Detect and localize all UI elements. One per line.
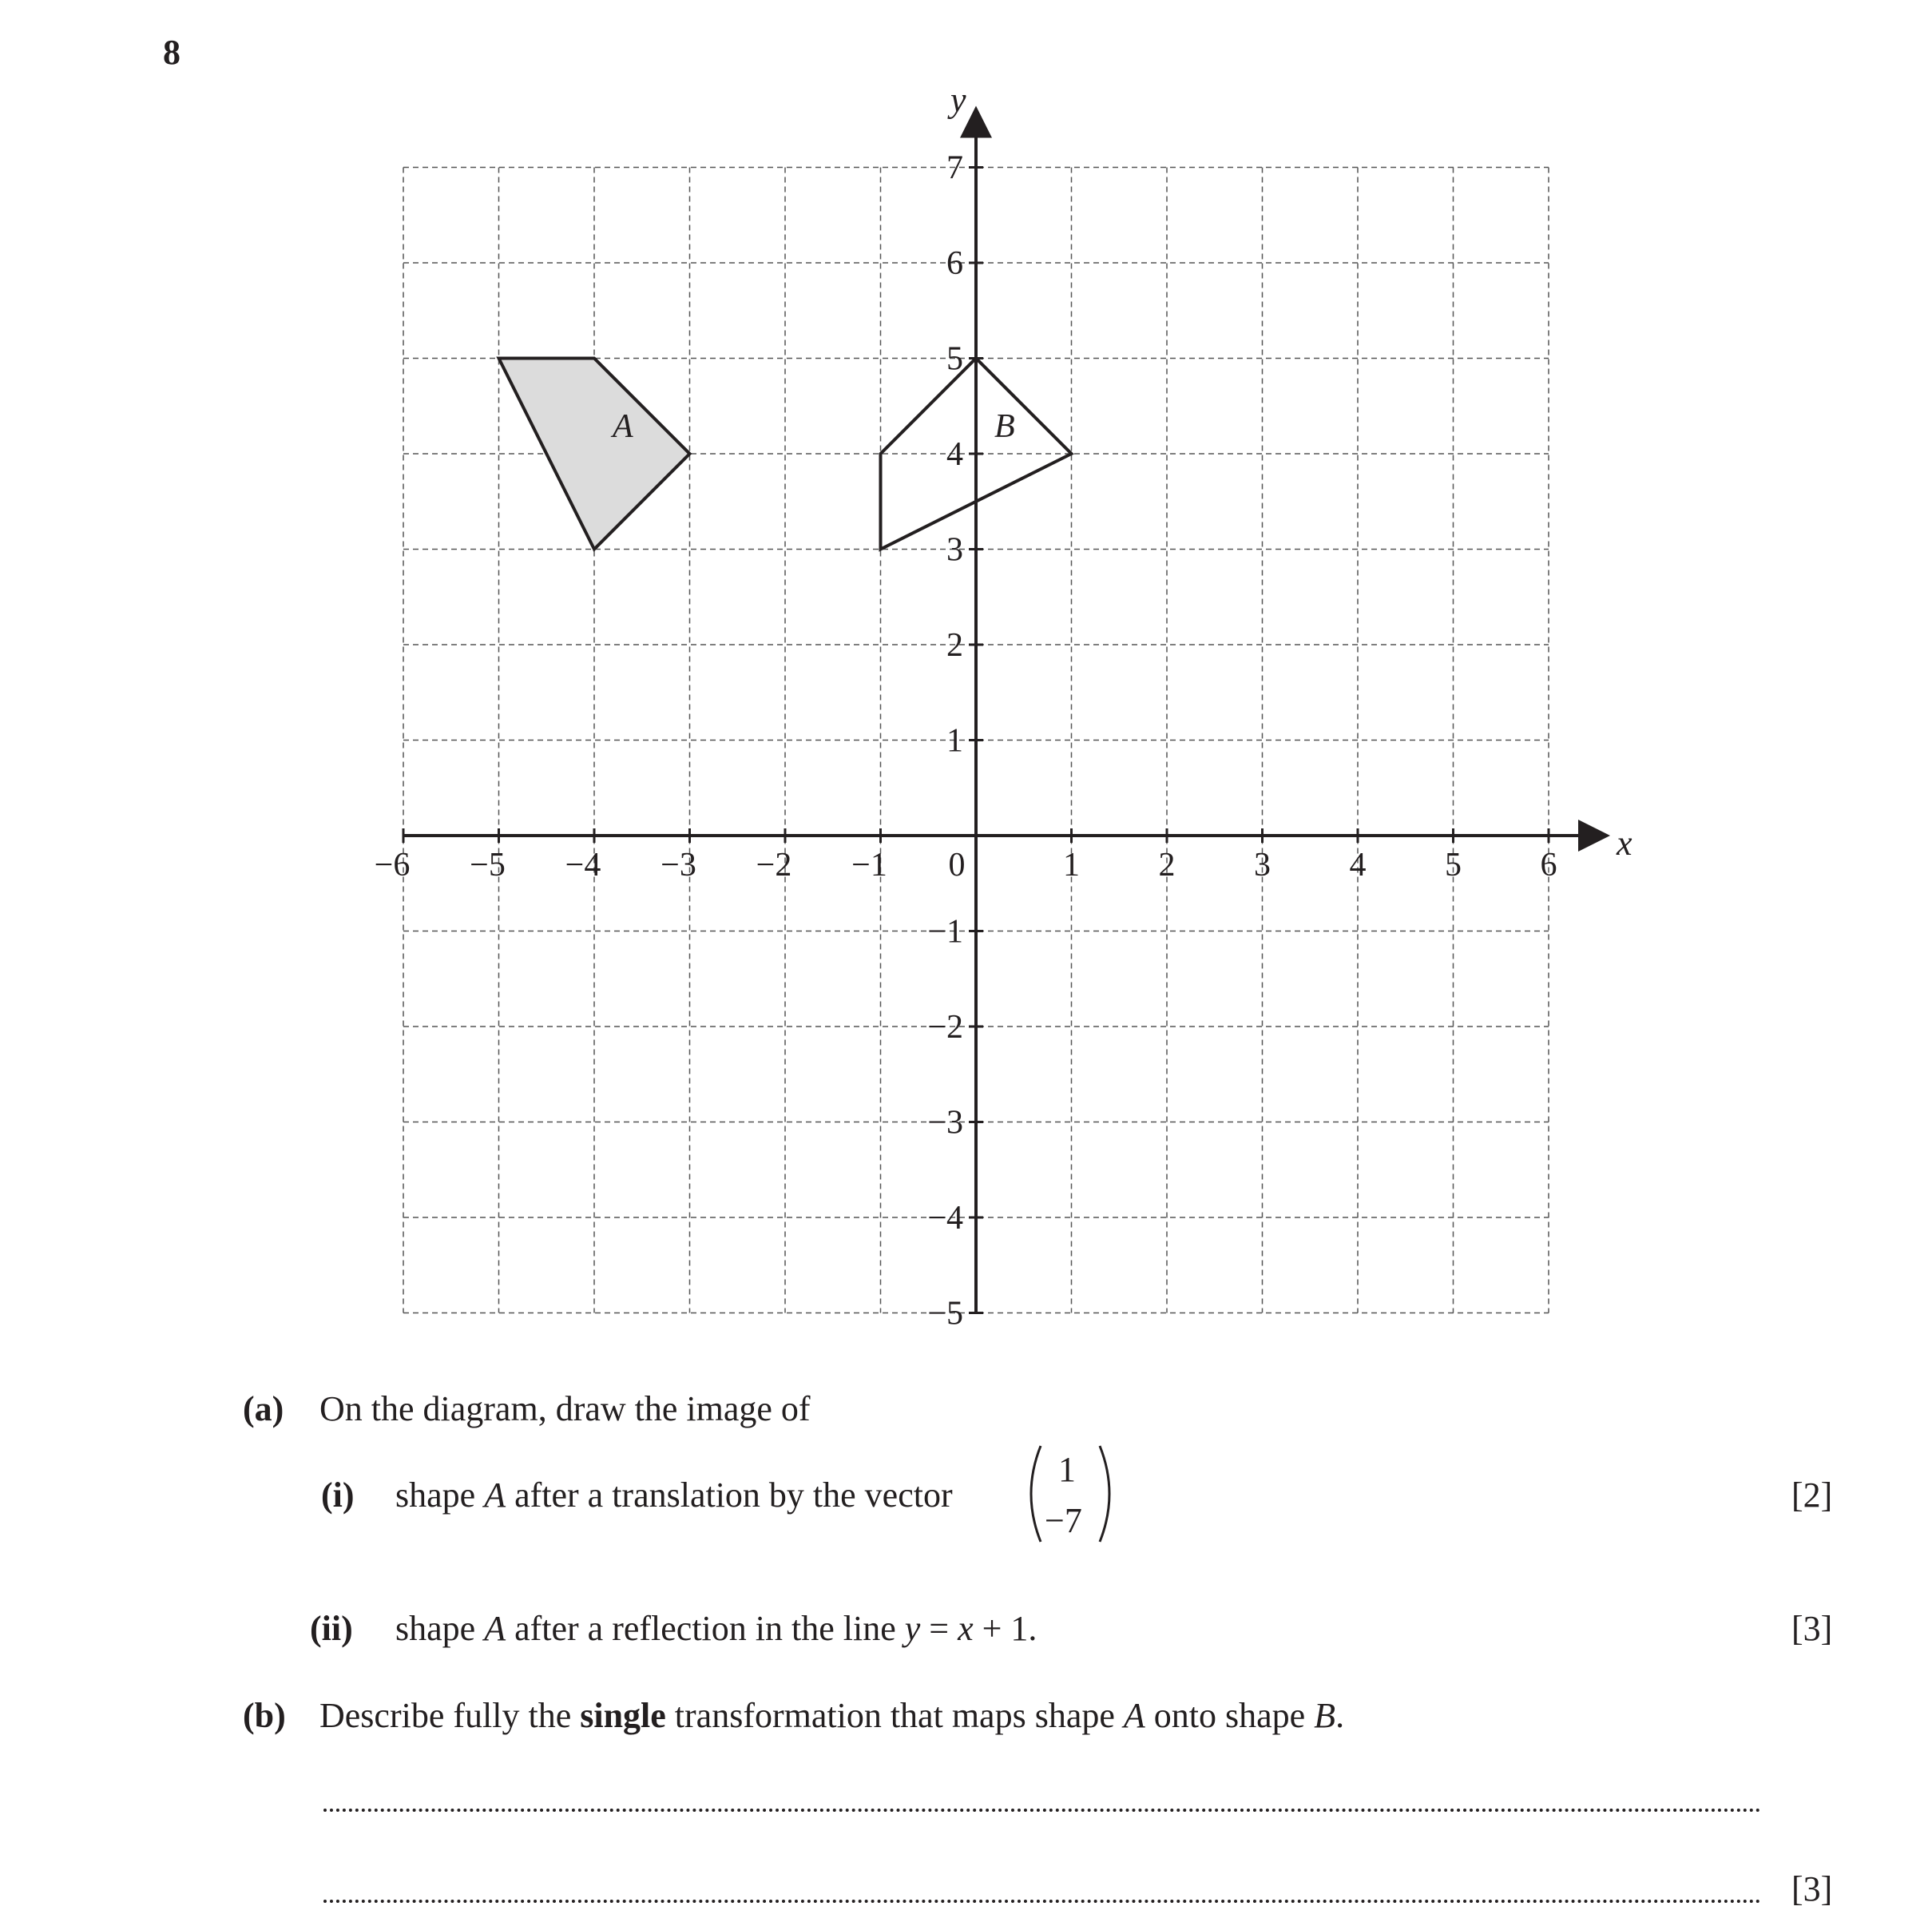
x-tick-label: 1	[1063, 847, 1080, 884]
axis-labels	[375, 81, 1632, 1332]
y-axis-label: y	[950, 80, 966, 120]
part-b-shape-a: A	[1123, 1696, 1145, 1735]
x-tick-label: 2	[1158, 847, 1176, 884]
part-b-bold-word: single	[580, 1696, 666, 1735]
y-tick-label: 5	[946, 340, 963, 378]
y-tick-label: 4	[946, 436, 963, 473]
part-a-i-text	[395, 1475, 953, 1515]
y-tick-label: −1	[927, 913, 963, 951]
part-a-i-label: (i)	[321, 1475, 355, 1515]
part-a-ii-shape: A	[484, 1609, 506, 1648]
part-a-i-shape: A	[484, 1475, 506, 1515]
part-b-text-mid: transformation that maps shape	[665, 1696, 1124, 1735]
x-tick-label: −6	[374, 847, 411, 884]
part-a-text: On the diagram, draw the image of	[319, 1389, 811, 1428]
x-tick-label: 3	[1254, 847, 1271, 884]
x-tick-label: −1	[851, 847, 887, 884]
x-tick-label: −3	[661, 847, 696, 884]
x-tick-label: 4	[1349, 847, 1367, 884]
shape-a	[499, 359, 690, 550]
x-tick-label: 6	[1540, 847, 1557, 884]
x-tick-label: 5	[1445, 847, 1462, 884]
part-b-text-onto: onto shape	[1145, 1696, 1315, 1735]
part-b-text	[319, 1698, 1344, 1733]
question-number: 8	[163, 33, 181, 72]
y-tick-label: −5	[927, 1295, 963, 1332]
part-a-i-text-before: shape	[395, 1475, 485, 1515]
y-tick-label: −2	[927, 1009, 963, 1046]
equation-end: + 1.	[973, 1609, 1037, 1648]
answer-line-2[interactable]	[323, 1900, 1761, 1903]
part-b-text-end: .	[1335, 1696, 1345, 1735]
part-a-ii-label: (ii)	[310, 1609, 353, 1648]
y-tick-label: 7	[946, 149, 963, 187]
y-tick-label: −3	[927, 1104, 963, 1142]
equation-y: y	[904, 1609, 921, 1648]
y-tick-label: 3	[946, 531, 963, 569]
x-tick-label: −5	[470, 847, 506, 884]
vector-bottom: −7	[1045, 1501, 1082, 1540]
y-tick-label: 2	[946, 627, 963, 664]
axes	[403, 116, 1601, 1313]
y-tick-label: 6	[946, 245, 963, 282]
x-axis-label: x	[1617, 824, 1632, 863]
shape-label-a: A	[613, 408, 633, 446]
y-tick-label: 1	[946, 722, 963, 760]
part-a-ii-text-after: after a reflection in the line	[506, 1609, 905, 1648]
equation-x: x	[958, 1609, 974, 1648]
x-tick-label: −4	[565, 847, 601, 884]
answer-line-1[interactable]	[323, 1809, 1761, 1812]
part-b-label: (b)	[243, 1696, 286, 1735]
y-tick-label: −4	[927, 1200, 963, 1237]
part-a-ii-text-before: shape	[395, 1609, 485, 1648]
part-a-ii-text	[395, 1611, 1037, 1646]
part-b-marks: [3]	[1791, 1869, 1833, 1908]
part-a-label: (a)	[243, 1389, 284, 1428]
part-a-i-marks: [2]	[1791, 1475, 1833, 1515]
x-tick-label: −2	[756, 847, 792, 884]
part-b-shape-b: B	[1314, 1696, 1336, 1735]
part-b-text-before: Describe fully the	[319, 1696, 581, 1735]
part-a-ii-marks: [3]	[1791, 1609, 1833, 1648]
origin-label: 0	[948, 847, 966, 884]
equation-mid: =	[920, 1609, 958, 1648]
shape-label-b: B	[994, 408, 1015, 446]
part-a-i-text-after: after a translation by the vector	[506, 1475, 953, 1515]
vector-top: 1	[1058, 1450, 1076, 1489]
shapes	[499, 359, 1072, 550]
